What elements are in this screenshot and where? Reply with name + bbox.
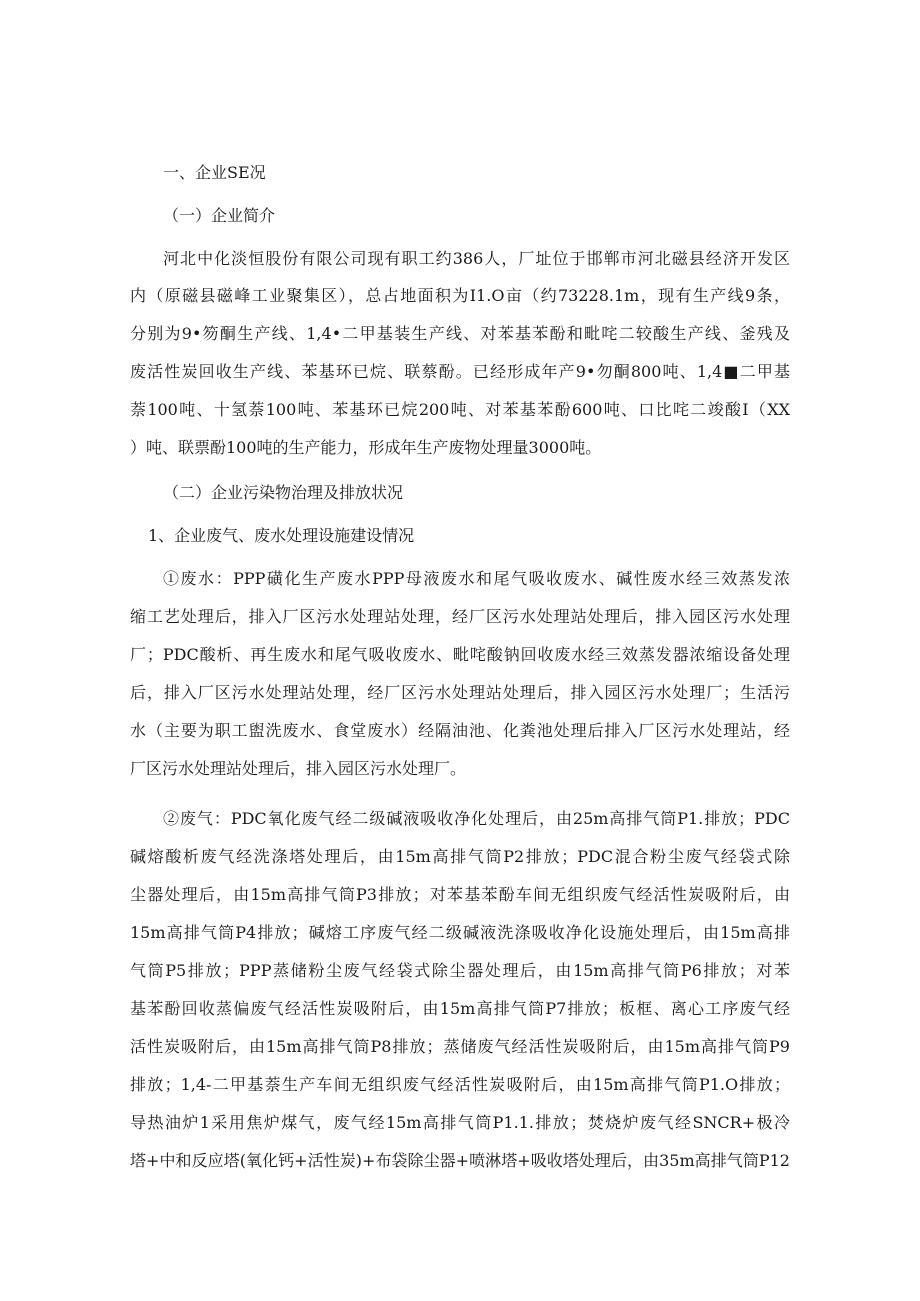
text-line: 活性炭吸附后，由15m高排气筒P8排放；蒸储废气经活性炭吸附后，由15m高排气筒P9	[130, 1037, 790, 1056]
text-line: 废活性炭回收生产线、苯基环已烷、联蔡酚。已经形成年产9•勿酮800吨、1,4■二甲基	[130, 362, 790, 381]
text-line: 缩工艺处理后，排入厂区污水处理站处理，经厂区污水处理站处理后，排入园区污水处理	[130, 607, 790, 626]
text-line: 厂；PDC酸析、再生废水和尾气吸收废水、毗咤酸钠回收废水经三效蒸发器浓缩设备处理	[130, 645, 790, 664]
item-heading-facilities: 1、企业废气、废水处理设施建设情况	[148, 526, 415, 545]
text-line: ）吨、联票酚100吨的生产能力，形成年生产废物处理量3000吨。	[130, 438, 602, 457]
text-line: 萘100吨、十氢萘100吨、苯基环已烷200吨、对苯基苯酚600吨、口比咤二竣酸I（XX	[130, 400, 790, 419]
text-line: 碱熔酸析废气经洗涤塔处理后，由15m高排气筒P2排放；PDC混合粉尘废气经袋式除	[130, 847, 790, 866]
text-line: 15m高排气筒P4排放；碱熔工序废气经二级碱液洗涤吸收净化设施处理后，由15m高排	[130, 923, 790, 942]
text-line: 排放；1,4-二甲基萘生产车间无组织废气经活性炭吸附后，由15m高排气筒P1.O排放；	[130, 1075, 790, 1094]
subsection-heading-company-profile: （一）企业简介	[163, 206, 276, 225]
text-line: 后，排入厂区污水处理站处理，经厂区污水处理站处理后，排入园区污水处理厂；生活污	[130, 683, 790, 702]
text-line: 水（主要为职工盥洗废水、食堂废水）经隔油池、化粪池处理后排入厂区污水处理站，经	[130, 721, 790, 740]
text-line: 分别为9•笏酮生产线、1,4•二甲基装生产线、对苯基苯酚和毗咤二较酸生产线、釜残及	[130, 324, 790, 343]
text-line: 河北中化淡恒股份有限公司现有职工约386人，厂址位于邯郸市河北磁县经济开发区	[163, 249, 790, 268]
text-line: 尘器处理后，由15m高排气筒P3排放；对苯基苯酚车间无组织废气经活性炭吸附后，由	[130, 885, 790, 904]
text-line: 气筒P5排放；PPP蒸储粉尘废气经袋式除尘器处理后，由15m高排气筒P6排放；对苯	[130, 961, 790, 980]
text-line: 导热油炉1采用焦炉煤气，废气经15m高排气筒P1.1.排放；焚烧炉废气经SNCR+极冷	[130, 1113, 790, 1132]
text-line: 塔+中和反应塔(氧化钙+活性炭)+布袋除尘器+喷淋塔+吸收塔处理后，由35m高排气筒P12	[130, 1151, 790, 1170]
text-line: 厂区污水处理站处理后，排入园区污水处理厂。	[130, 759, 467, 778]
subsection-heading-pollution-control: （二）企业污染物治理及排放状况	[163, 483, 404, 502]
section-heading: 一、企业SE况	[163, 163, 266, 182]
text-line: ①废水：PPP磺化生产废水PPP母液废水和尾气吸收废水、碱性废水经三效蒸发浓	[163, 569, 790, 588]
text-line: ②废气：PDC氧化废气经二级碱液吸收净化处理后，由25m高排气筒P1.排放；PDC	[163, 809, 790, 828]
text-line: 基苯酚回收蒸偏废气经活性炭吸附后，由15m高排气筒P7排放；板框、离心工序废气经	[130, 999, 790, 1018]
text-line: 内（原磁县磁峰工业聚集区），总占地面积为I1.O亩（约73228.1m，现有生产线9条，	[130, 286, 790, 305]
